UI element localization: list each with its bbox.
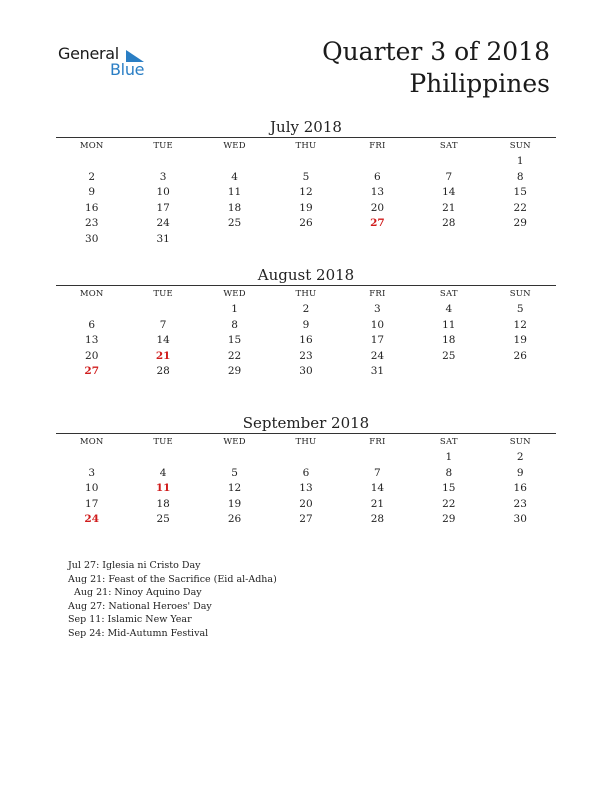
- empty-day-cell: [127, 154, 198, 170]
- day-cell: 2: [88, 170, 96, 183]
- day-cell: 8: [445, 466, 453, 479]
- day-cell: 9: [516, 466, 524, 479]
- day-cell: 23: [513, 497, 527, 510]
- day-cell: 29: [513, 217, 527, 229]
- logo: [58, 44, 158, 84]
- day-cell: 24: [156, 217, 170, 229]
- weekday-header: WED: [223, 289, 246, 299]
- day-cell: 12: [299, 186, 313, 198]
- empty-day-cell: [270, 154, 341, 170]
- day-cell: 4: [159, 466, 167, 479]
- day-cell: 29: [442, 513, 456, 525]
- empty-day-cell: [485, 232, 556, 248]
- day-cell: 28: [370, 513, 385, 525]
- day-cell: 8: [231, 318, 238, 331]
- weekday-header: FRI: [369, 141, 386, 151]
- day-cell: 18: [227, 201, 242, 214]
- day-cell: 20: [299, 497, 313, 510]
- weekday-header: TUE: [153, 289, 173, 299]
- day-cell: 9: [88, 186, 96, 198]
- empty-day-cell: [270, 232, 341, 248]
- day-cell: 18: [442, 334, 456, 346]
- day-cell: 15: [513, 186, 527, 198]
- weekday-header: MON: [79, 437, 104, 447]
- week-row: [56, 232, 556, 248]
- empty-day-cell: [270, 450, 341, 466]
- month-title: July 2018: [270, 118, 342, 136]
- week-row: [56, 185, 556, 201]
- day-cell: 26: [513, 349, 527, 362]
- day-cell: 18: [156, 497, 170, 510]
- week-row: [56, 497, 556, 513]
- day-cell: 5: [516, 303, 524, 315]
- week-row: [56, 201, 556, 217]
- empty-day-cell: [199, 232, 270, 248]
- day-cell: 25: [156, 513, 170, 525]
- week-row: [56, 364, 556, 380]
- empty-day-cell: [127, 450, 198, 466]
- week-row: [56, 512, 556, 528]
- empty-day-cell: [199, 154, 270, 170]
- weekday-header: THU: [295, 437, 317, 447]
- empty-day-cell: [413, 154, 484, 170]
- week-row: [56, 216, 556, 232]
- empty-day-cell: [342, 450, 413, 466]
- weekday-header: SUN: [509, 289, 531, 299]
- day-cell: 19: [513, 334, 527, 346]
- day-cell: 17: [156, 201, 170, 214]
- day-cell: 21: [155, 349, 171, 362]
- empty-day-cell: [56, 154, 127, 170]
- day-cell: 16: [85, 201, 99, 214]
- day-cell: 16: [513, 482, 527, 494]
- day-cell: 22: [442, 497, 456, 510]
- holiday-note: Sep 24: Mid-Autumn Festival: [68, 627, 209, 639]
- day-cell: 3: [374, 303, 381, 315]
- holiday-note: Sep 11: Islamic New Year: [68, 614, 192, 626]
- day-cell: 20: [85, 349, 99, 362]
- day-cell: 7: [159, 318, 167, 331]
- weekday-header: FRI: [369, 437, 386, 447]
- day-cell: 2: [516, 451, 524, 463]
- title-quarter: Quarter 3 of 2018: [322, 37, 550, 66]
- weekday-header: SAT: [439, 141, 458, 151]
- day-cell: 4: [445, 303, 453, 315]
- day-cell: 19: [299, 201, 313, 214]
- empty-day-cell: [342, 154, 413, 170]
- weekday-header: SAT: [439, 289, 458, 299]
- day-cell: 24: [84, 513, 100, 525]
- day-cell: 13: [370, 186, 385, 198]
- month-july: [56, 117, 556, 247]
- day-cell: 25: [227, 217, 242, 229]
- day-cell: 23: [85, 217, 99, 229]
- day-cell: 5: [302, 170, 310, 183]
- day-cell: 28: [156, 365, 170, 377]
- day-cell: 10: [85, 482, 99, 494]
- week-row: [56, 170, 556, 186]
- holiday-note: Aug 21: Feast of the Sacrifice (Eid al-Adha): [68, 573, 277, 585]
- day-cell: 7: [374, 466, 381, 479]
- weekday-header: THU: [295, 141, 317, 151]
- day-cell: 14: [156, 334, 170, 346]
- day-cell: 10: [156, 186, 170, 198]
- day-cell: 26: [299, 217, 313, 229]
- weekday-header-row: [56, 137, 556, 154]
- title-country: Philippines: [409, 69, 550, 98]
- week-row: [56, 302, 556, 318]
- day-cell: 26: [227, 513, 242, 525]
- week-row: [56, 318, 556, 334]
- week-row: [56, 466, 556, 482]
- day-cell: 27: [370, 217, 385, 229]
- day-cell: 8: [516, 170, 524, 183]
- weekday-header: SAT: [439, 437, 458, 447]
- day-cell: 21: [442, 201, 456, 214]
- day-cell: 24: [370, 349, 385, 362]
- day-cell: 15: [442, 482, 456, 494]
- day-cell: 12: [513, 318, 527, 331]
- weekday-header-row: [56, 285, 556, 302]
- day-cell: 22: [513, 201, 527, 214]
- logo-blue-text: Blue: [110, 60, 145, 79]
- month-september: [56, 413, 556, 528]
- day-cell: 4: [231, 170, 238, 183]
- day-cell: 13: [85, 334, 99, 346]
- holiday-notes: [68, 559, 277, 641]
- holiday-note: Aug 21: Ninoy Aquino Day: [68, 587, 202, 599]
- day-cell: 31: [370, 365, 385, 377]
- week-row: [56, 333, 556, 349]
- day-cell: 27: [299, 513, 313, 525]
- weekday-header: SUN: [509, 437, 531, 447]
- weekday-header: FRI: [369, 289, 386, 299]
- day-cell: 30: [85, 232, 99, 245]
- empty-day-cell: [56, 450, 127, 466]
- day-cell: 15: [227, 334, 242, 346]
- day-cell: 1: [516, 155, 524, 167]
- empty-day-cell: [485, 364, 556, 380]
- day-cell: 6: [88, 318, 96, 331]
- weekday-header: MON: [79, 289, 104, 299]
- page-title: [322, 36, 550, 100]
- empty-day-cell: [56, 302, 127, 318]
- day-cell: 1: [231, 303, 238, 315]
- weekday-header: WED: [223, 437, 246, 447]
- day-cell: 25: [442, 349, 456, 362]
- weekday-header: THU: [295, 289, 317, 299]
- weekday-header: TUE: [153, 437, 173, 447]
- day-cell: 17: [370, 334, 385, 346]
- day-cell: 3: [159, 170, 167, 183]
- logo-general-text: General: [58, 44, 119, 63]
- weekday-header: MON: [79, 141, 104, 151]
- day-cell: 11: [155, 482, 171, 494]
- empty-day-cell: [199, 450, 270, 466]
- day-cell: 27: [84, 365, 100, 377]
- day-cell: 11: [227, 186, 242, 198]
- day-cell: 11: [442, 318, 456, 331]
- month-august: [56, 265, 556, 380]
- holiday-note: Jul 27: Iglesia ni Cristo Day: [68, 560, 201, 571]
- day-cell: 20: [370, 201, 385, 214]
- day-cell: 19: [227, 497, 242, 510]
- day-cell: 9: [302, 318, 310, 331]
- day-cell: 3: [88, 466, 96, 479]
- day-cell: 6: [302, 466, 310, 479]
- day-cell: 6: [374, 170, 381, 183]
- day-cell: 2: [302, 303, 310, 315]
- week-row: [56, 154, 556, 170]
- day-cell: 1: [445, 451, 453, 463]
- week-row: [56, 450, 556, 466]
- day-cell: 7: [445, 170, 453, 183]
- day-cell: 14: [442, 186, 456, 198]
- week-row: [56, 349, 556, 365]
- weekday-header: TUE: [153, 141, 173, 151]
- weekday-header-row: [56, 433, 556, 450]
- week-row: [56, 481, 556, 497]
- day-cell: 31: [156, 232, 170, 245]
- weekday-header: WED: [223, 141, 246, 151]
- day-cell: 30: [299, 365, 313, 377]
- month-title: August 2018: [257, 266, 355, 284]
- empty-day-cell: [413, 364, 484, 380]
- day-cell: 12: [227, 482, 242, 494]
- day-cell: 28: [442, 217, 456, 229]
- day-cell: 23: [299, 349, 313, 362]
- day-cell: 5: [231, 466, 238, 479]
- empty-day-cell: [413, 232, 484, 248]
- day-cell: 29: [227, 365, 242, 377]
- day-cell: 22: [227, 349, 242, 362]
- weekday-header: SUN: [509, 141, 531, 151]
- day-cell: 14: [370, 482, 385, 494]
- holiday-note: Aug 27: National Heroes' Day: [68, 600, 212, 612]
- day-cell: 10: [370, 318, 385, 331]
- day-cell: 13: [299, 482, 313, 494]
- empty-day-cell: [342, 232, 413, 248]
- month-title: September 2018: [242, 414, 370, 432]
- day-cell: 21: [370, 497, 385, 510]
- empty-day-cell: [127, 302, 198, 318]
- day-cell: 17: [85, 497, 99, 510]
- day-cell: 30: [513, 513, 527, 525]
- day-cell: 16: [299, 334, 313, 346]
